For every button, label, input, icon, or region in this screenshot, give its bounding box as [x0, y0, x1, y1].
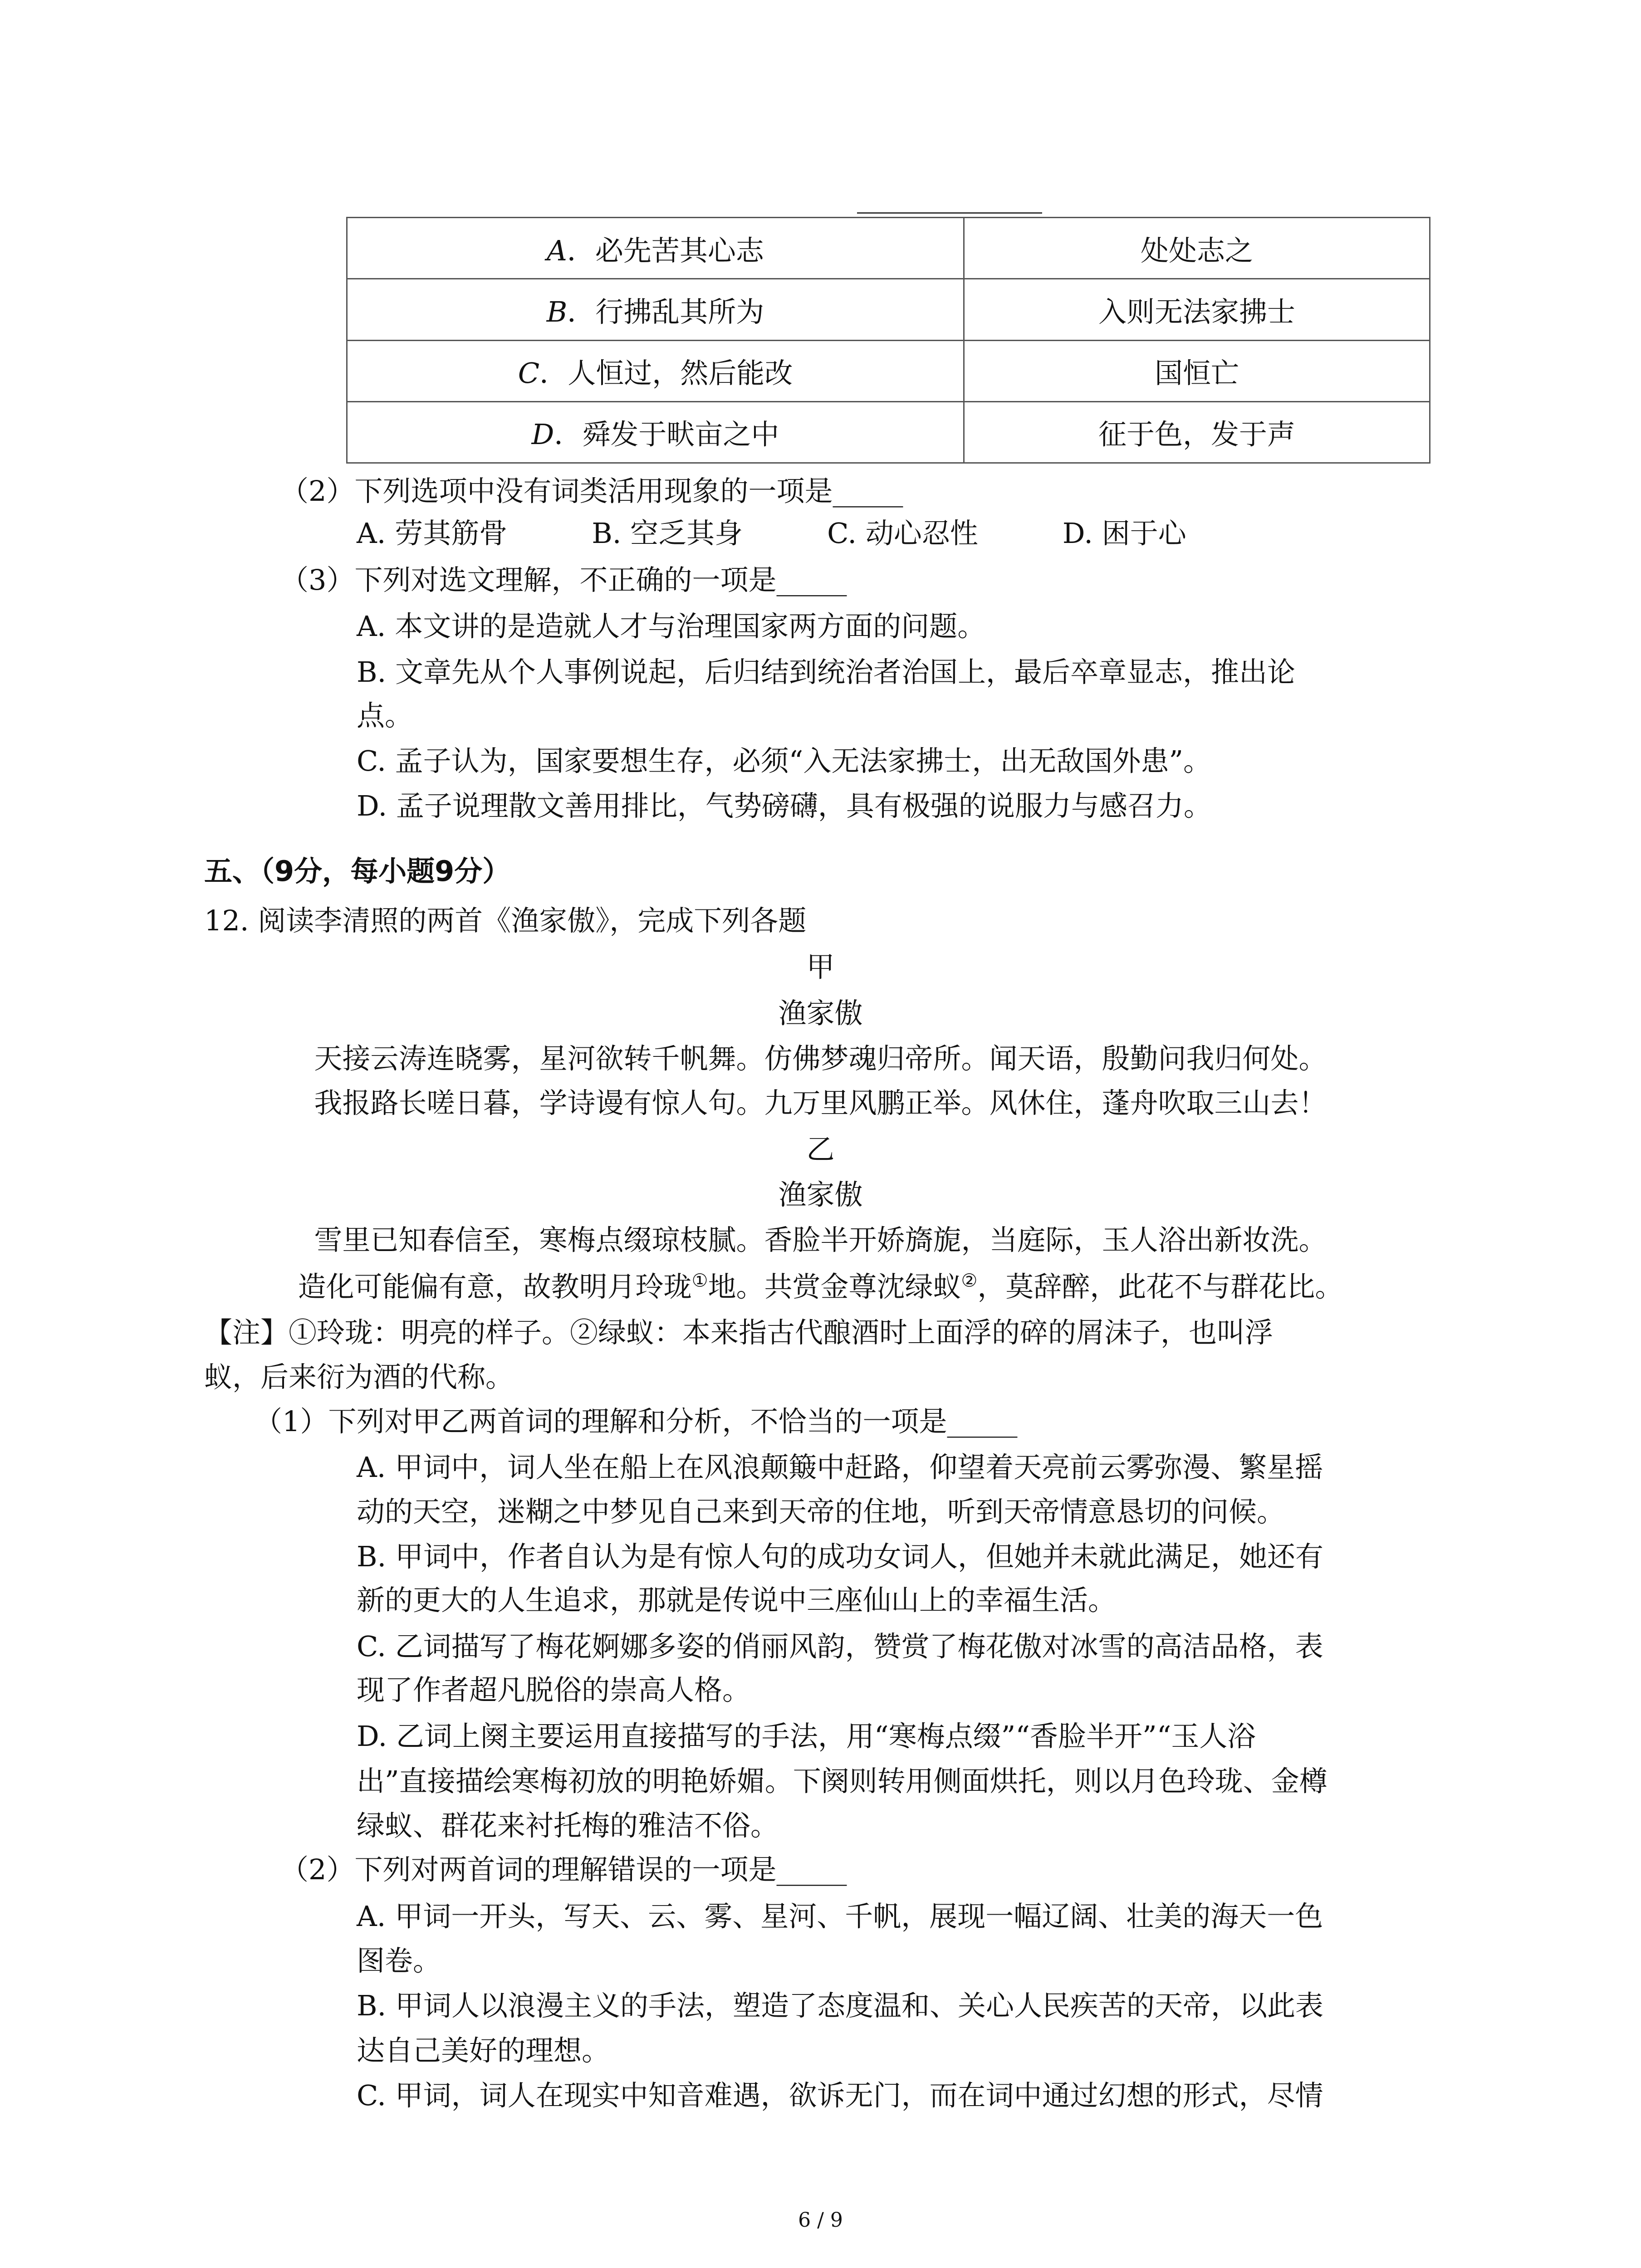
- section-heading: 五、（9分，每小题9分）: [204, 855, 511, 888]
- option-c: C. 孟子认为，国家要想生存，必须“入无法家拂士，出无敌国外患”。: [357, 744, 1212, 777]
- poem-q1-option-d-line2: 出”直接描绘寒梅初放的明艳娇媚。下阕则转用侧面烘托，则以月色玲珑、金樽: [357, 1765, 1327, 1798]
- poem-b-line2-part1: 造化可能偏有意，故教明月玲珑: [298, 1270, 692, 1303]
- options-table: [346, 217, 1430, 464]
- table-cell-left: [347, 279, 964, 340]
- poem-a-title: 渔家傲: [778, 997, 863, 1030]
- poem-question-2-stem: （2）下列对两首词的理解错误的一项是_____: [280, 1853, 847, 1886]
- option-text: ．必先苦其心志: [567, 234, 764, 267]
- question-3-stem: （3）下列对选文理解，不正确的一项是_____: [280, 563, 847, 596]
- table-top-rule: [857, 212, 1042, 214]
- poem-q2-option-a-line2: 图卷。: [357, 1944, 441, 1977]
- option-letter: A: [547, 234, 567, 267]
- table-row: [347, 218, 1430, 279]
- poem-q1-option-c-line1: C. 乙词描写了梅花婀娜多姿的俏丽风韵，赞赏了梅花傲对冰雪的高洁品格，表: [357, 1630, 1323, 1663]
- poem-b-title: 渔家傲: [778, 1178, 863, 1211]
- poem-q1-option-b-line1: B. 甲词中，作者自认为是有惊人句的成功女词人，但她并未就此满足，她还有: [357, 1540, 1323, 1573]
- option-text: ．舜发于畎亩之中: [554, 418, 779, 451]
- table-row: [347, 279, 1430, 340]
- poem-b-line1: 雪里已知春信至，寒梅点缀琼枝腻。香脸半开娇旖旎，当庭际，玉人浴出新妆洗。: [314, 1223, 1327, 1256]
- poem-q1-option-b-line2: 新的更大的人生追求，那就是传说中三座仙山上的幸福生活。: [357, 1584, 1117, 1617]
- poem-q2-option-a-line1: A. 甲词一开头，写天、云、雾、星河、千帆，展现一幅辽阔、壮美的海天一色: [357, 1900, 1323, 1933]
- poem-question-1-stem: （1）下列对甲乙两首词的理解和分析，不恰当的一项是_____: [254, 1405, 1018, 1438]
- question-2-options: A. 劳其筋骨 B. 空乏其身 C. 动心忍性 D. 困于心: [357, 517, 1186, 550]
- poem-a-line1: 天接云涛连晓雾，星河欲转千帆舞。仿佛梦魂归帝所。闻天语，殷勤问我归何处。: [314, 1042, 1327, 1075]
- table-cell-left: [347, 218, 964, 279]
- table-cell-right: 征于色，发于声: [964, 401, 1430, 463]
- notes-line2: 蚁，后来衍为酒的代称。: [204, 1360, 514, 1393]
- footnote-marker-1: ①: [691, 1270, 708, 1291]
- table-cell-left: [347, 340, 964, 401]
- poem-q2-option-c-line1: C. 甲词，词人在现实中知音难遇，欲诉无门，而在词中通过幻想的形式，尽情: [357, 2079, 1323, 2112]
- table-cell-left: [347, 401, 964, 463]
- page-number: 6 / 9: [798, 2209, 843, 2232]
- option-b-line2: 点。: [357, 699, 413, 732]
- option-d: D. 孟子说理散文善用排比，气势磅礴，具有极强的说服力与感召力。: [357, 789, 1212, 822]
- poem-q1-option-d-line1: D. 乙词上阕主要运用直接描写的手法，用“寒梅点缀”“香脸半开”“玉人浴: [357, 1720, 1256, 1753]
- table-cell-right: 处处志之: [964, 218, 1430, 279]
- question-12-stem: 12. 阅读李清照的两首《渔家傲》，完成下列各题: [204, 904, 807, 937]
- poem-a-label: 甲: [806, 950, 835, 983]
- table-row: [347, 340, 1430, 401]
- table-cell-right: 国恒亡: [964, 340, 1430, 401]
- notes-line1: 【注】①玲珑：明亮的样子。②绿蚁：本来指古代酿酒时上面浮的碎的屑沫子，也叫浮: [204, 1316, 1274, 1349]
- table-cell-right: 入则无法家拂士: [964, 279, 1430, 340]
- option-a: A. 本文讲的是造就人才与治理国家两方面的问题。: [357, 610, 986, 643]
- option-letter: B: [546, 295, 568, 328]
- footnote-marker-2: ②: [961, 1270, 978, 1291]
- poem-q1-option-c-line2: 现了作者超凡脱俗的崇高人格。: [357, 1673, 751, 1706]
- option-text: ．人恒过，然后能改: [539, 357, 793, 390]
- poem-q1-option-a-line2: 动的天空，迷糊之中梦见自己来到天帝的住地，听到天帝情意恳切的问候。: [357, 1495, 1285, 1528]
- poem-b-label: 乙: [806, 1133, 835, 1166]
- poem-b-line2-part3: ，莫辞醉，此花不与群花比。: [977, 1270, 1343, 1303]
- poem-q1-option-a-line1: A. 甲词中，词人坐在船上在风浪颠簸中赶路，仰望着天亮前云雾弥漫、繁星摇: [357, 1451, 1323, 1484]
- option-letter: C: [518, 357, 540, 390]
- poem-q2-option-b-line1: B. 甲词人以浪漫主义的手法，塑造了态度温和、关心人民疾苦的天帝，以此表: [357, 1989, 1323, 2022]
- poem-q2-option-b-line2: 达自己美好的理想。: [357, 2034, 610, 2067]
- option-text: ．行拂乱其所为: [567, 295, 764, 328]
- poem-q1-option-d-line3: 绿蚁、群花来衬托梅的雅洁不俗。: [357, 1809, 779, 1842]
- poem-b-line2: [0, 1269, 1641, 1305]
- poem-b-line2-part2: 地。共赏金尊沈绿蚁: [708, 1270, 961, 1303]
- option-letter: D: [531, 418, 554, 451]
- option-b-line1: B. 文章先从个人事例说起，后归结到统治者治国上，最后卒章显志，推出论: [357, 655, 1295, 689]
- table-row: [347, 401, 1430, 463]
- poem-a-line2: 我报路长嗟日暮，学诗谩有惊人句。九万里风鹏正举。风休住，蓬舟吹取三山去！: [314, 1086, 1327, 1119]
- question-2-stem: （2）下列选项中没有词类活用现象的一项是_____: [280, 474, 903, 508]
